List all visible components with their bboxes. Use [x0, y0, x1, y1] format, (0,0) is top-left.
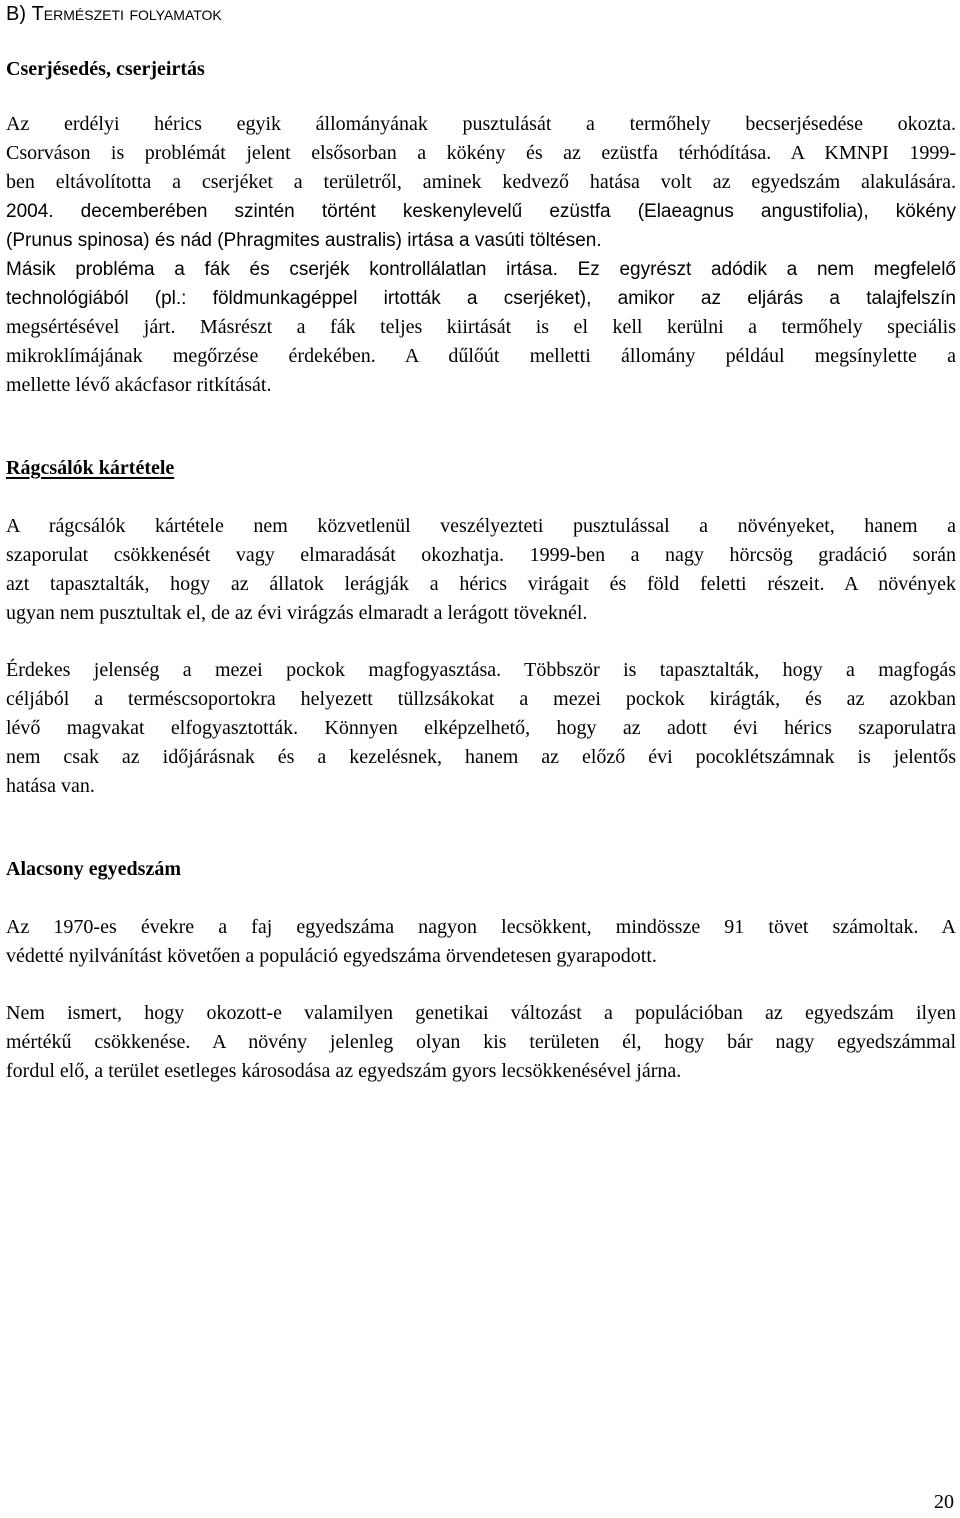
- paragraph-line: mellette lévő akácfasor ritkítását.: [6, 374, 272, 396]
- paragraph-alacsony-2: [6, 999, 956, 1086]
- paragraph-line: Az erdélyi hérics egyik állományának pusztulását a termőhely becserjésedése okozta.: [6, 113, 956, 135]
- paragraph-line: Az 1970-es évekre a faj egyedszáma nagyon lecsökkent, mindössze 91 tövet számoltak. A: [6, 916, 956, 938]
- paragraph-line: védetté nyilvánítást követően a populáció egyedszáma örvendetesen gyarapodott.: [6, 945, 657, 967]
- paragraph-line: (Prunus spinosa) és nád (Phragmites australis) irtása a vasúti töltésen.: [6, 230, 602, 251]
- paragraph-line: nem csak az időjárásnak és a kezelésnek, hanem az előző évi pocoklétszámnak is jelentős: [6, 746, 956, 768]
- paragraph-line: Nem ismert, hogy okozott-e valamilyen genetikai változást a populációban az egyedszám ilyen: [6, 1002, 956, 1024]
- heading-alacsony-egyedszam: Alacsony egyedszám: [6, 858, 181, 880]
- paragraph-line: mértékű csökkenése. A növény jelenleg olyan kis területen él, hogy bár nagy egyedszámmal: [6, 1031, 956, 1053]
- heading-ragcsalok: Rágcsálók kártétele: [6, 457, 175, 479]
- section-label-title: Természeti folyamatok: [31, 3, 222, 25]
- section-label: [6, 2, 222, 26]
- paragraph-ragcsalok-2: [6, 656, 956, 801]
- paragraph-line: Másik probléma a fák és cserjék kontrollálatlan irtása. Ez egyrészt adódik a nem megfelelő: [6, 259, 956, 280]
- paragraph-line: megsértésével járt. Másrészt a fák teljes kiirtását is el kell kerülni a termőhely speciális: [6, 316, 956, 338]
- section-label-prefix: B): [6, 3, 32, 25]
- paragraph-line: ugyan nem pusztultak el, de az évi virágzás elmaradt a lerágott töveknél.: [6, 602, 588, 624]
- paragraph-line: lévő magvakat elfogyasztották. Könnyen elképzelhető, hogy az adott évi hérics szaporulatra: [6, 717, 956, 739]
- paragraph-line: hatása van.: [6, 775, 95, 797]
- heading-cserjesedes: Cserjésedés, cserjeirtás: [6, 58, 205, 80]
- paragraph-line: Érdekes jelenség a mezei pockok magfogyasztása. Többször is tapasztalták, hogy a magfogás: [6, 659, 956, 681]
- paragraph-line: 2004. decemberében szintén történt keskenylevelű ezüstfa (Elaeagnus angustifolia), kökény: [6, 201, 956, 222]
- paragraph-line: mikroklímájának megőrzése érdekében. A dűlőút melletti állomány például megsínylette a: [6, 345, 956, 367]
- paragraph-cserjesedes: [6, 110, 956, 400]
- paragraph-line: céljából a terméscsoportokra helyezett tüllzsákokat a mezei pockok kirágták, és az azokban: [6, 688, 956, 710]
- paragraph-line: A rágcsálók kártétele nem közvetlenül veszélyezteti pusztulással a növényeket, hanem a: [6, 515, 956, 537]
- paragraph-line: Csorváson is problémát jelent elsősorban a kökény és az ezüstfa térhódítása. A KMNPI 1999-: [6, 142, 956, 164]
- paragraph-line: fordul elő, a terület esetleges károsodása az egyedszám gyors lecsökkenésével járna.: [6, 1060, 682, 1082]
- paragraph-alacsony-1: [6, 913, 956, 971]
- paragraph-line: szaporulat csökkenését vagy elmaradását okozhatja. 1999-ben a nagy hörcsög gradáció során: [6, 544, 956, 566]
- paragraph-line: technológiából (pl.: földmunkagéppel irtották a cserjéket), amikor az eljárás a talajfelszín: [6, 288, 956, 309]
- page-number: 20: [934, 1491, 954, 1513]
- paragraph-line: azt tapasztalták, hogy az állatok lerágják a hérics virágait és föld feletti részeit. A növények: [6, 573, 956, 595]
- paragraph-ragcsalok-1: [6, 512, 956, 628]
- paragraph-line: ben eltávolította a cserjéket a területről, aminek kedvező hatása volt az egyedszám alakulására.: [6, 171, 956, 193]
